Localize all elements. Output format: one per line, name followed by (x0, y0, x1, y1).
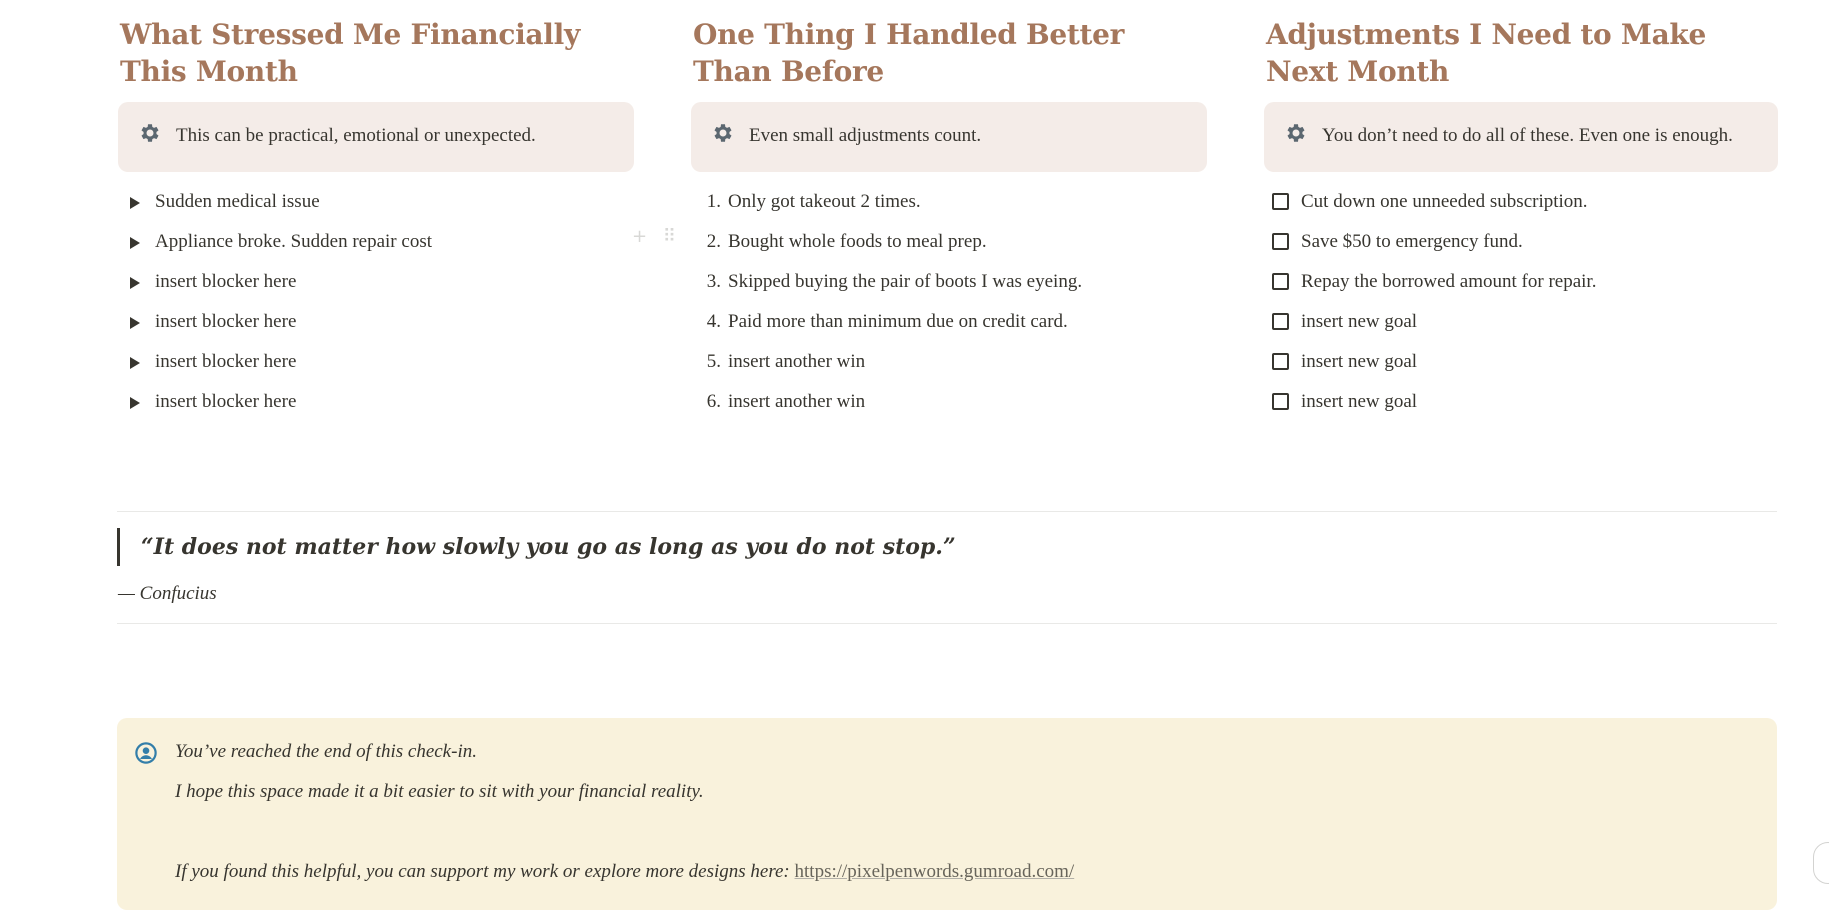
item-number: 3 . (695, 262, 721, 302)
toggle-arrow-icon[interactable] (130, 277, 140, 289)
toggle-item[interactable] (118, 302, 634, 342)
divider (117, 623, 1777, 624)
end-line-1: You’ve reached the end of this check-in. (175, 741, 477, 762)
numbered-item-text: Skipped buying the pair of boots I was eyeing. (728, 271, 1083, 292)
column-stressors (118, 0, 634, 438)
gear-icon (711, 121, 735, 145)
numbered-item-text: insert another win (728, 391, 866, 412)
quote-text: “It does not matter how slowly you go as long as you do not stop.” (141, 534, 956, 560)
numbered-item[interactable] (691, 342, 1207, 382)
toggle-item[interactable] (118, 222, 634, 262)
checklist-item-text[interactable]: insert new goal (1301, 311, 1418, 332)
checklist-item (1264, 182, 1778, 222)
toggle-item-text: insert blocker here (155, 351, 297, 372)
scroll-edge-handle[interactable] (1813, 842, 1829, 884)
column-heading: One Thing I Handled Better Than Before (693, 18, 1125, 88)
callout-text: You don’t need to do all of these. Even one is enough. (1322, 125, 1733, 146)
support-text: If you found this helpful, you can support my work or explore more designs here: (175, 861, 795, 882)
toggle-item-text: Sudden medical issue (155, 191, 320, 212)
toggle-item-text: insert blocker here (155, 311, 297, 332)
checkbox[interactable] (1272, 313, 1289, 330)
numbered-item-text: insert another win (728, 351, 866, 372)
numbered-item[interactable] (691, 382, 1207, 422)
toggle-arrow-icon[interactable] (130, 357, 140, 369)
callout-text: This can be practical, emotional or unexpected. (176, 125, 536, 146)
numbered-item[interactable] (691, 222, 1207, 262)
checklist-item-text[interactable]: insert new goal (1301, 391, 1418, 412)
item-number: 1 . (695, 182, 721, 222)
checklist (1264, 182, 1778, 422)
callout[interactable] (1264, 102, 1778, 172)
toggle-item-text: Appliance broke. Sudden repair cost (155, 231, 432, 252)
toggle-item[interactable] (118, 262, 634, 302)
numbered-item-text: Bought whole foods to meal prep. (728, 231, 987, 252)
callout[interactable] (118, 102, 634, 172)
checklist-item (1264, 302, 1778, 342)
gear-icon (1284, 121, 1308, 145)
column-heading: Adjustments I Need to Make Next Month (1266, 18, 1707, 88)
numbered-item[interactable] (691, 302, 1207, 342)
quote-block (117, 528, 1641, 566)
toggle-list (118, 182, 634, 422)
numbered-item[interactable] (691, 262, 1207, 302)
toggle-item[interactable] (118, 182, 634, 222)
column-wins (691, 0, 1207, 438)
toggle-arrow-icon[interactable] (130, 317, 140, 329)
checklist-item-text[interactable]: insert new goal (1301, 351, 1418, 372)
end-line-2: I hope this space made it a bit easier to sit with your financial reality. (175, 781, 704, 802)
numbered-item-text: Only got takeout 2 times. (728, 191, 921, 212)
checklist-item (1264, 382, 1778, 422)
block-handles (632, 226, 676, 247)
item-number: 4 . (695, 302, 721, 342)
callout[interactable] (691, 102, 1207, 172)
toggle-arrow-icon[interactable] (130, 197, 140, 209)
checklist-item-text[interactable]: Cut down one unneeded subscription. (1301, 191, 1588, 212)
end-line-3 (175, 858, 1074, 886)
checkbox[interactable] (1272, 353, 1289, 370)
gear-icon (138, 121, 162, 145)
column-adjustments (1264, 0, 1778, 438)
checkbox[interactable] (1272, 273, 1289, 290)
checkbox[interactable] (1272, 233, 1289, 250)
checklist-item-text[interactable]: Save $50 to emergency fund. (1301, 231, 1523, 252)
item-number: 2 . (695, 222, 721, 262)
toggle-item[interactable] (118, 382, 634, 422)
checklist-item-text[interactable]: Repay the borrowed amount for repair. (1301, 271, 1597, 292)
checkbox[interactable] (1272, 193, 1289, 210)
gumroad-link[interactable]: https://pixelpenwords.gumroad.com/ (794, 861, 1075, 882)
numbered-list (691, 182, 1207, 422)
user-circle-icon (135, 742, 157, 764)
toggle-item-text: insert blocker here (155, 271, 297, 292)
toggle-item-text: insert blocker here (155, 391, 297, 412)
column-heading: What Stressed Me Financially This Month (120, 18, 580, 88)
checklist-item (1264, 262, 1778, 302)
quote-author: — Confucius (118, 583, 217, 604)
toggle-item[interactable] (118, 342, 634, 382)
item-number: 5 . (695, 342, 721, 382)
callout-text: Even small adjustments count. (749, 125, 982, 146)
numbered-item-text: Paid more than minimum due on credit card. (728, 311, 1068, 332)
checklist-item (1264, 342, 1778, 382)
checkbox[interactable] (1272, 393, 1289, 410)
end-callout[interactable] (117, 718, 1777, 910)
add-block-icon[interactable]: + (632, 226, 648, 247)
toggle-arrow-icon[interactable] (130, 237, 140, 249)
checklist-item (1264, 222, 1778, 262)
drag-handle-icon[interactable]: ⠿ (662, 226, 677, 247)
columns-container (118, 0, 1778, 438)
numbered-item[interactable] (691, 182, 1207, 222)
divider (117, 511, 1777, 512)
toggle-arrow-icon[interactable] (130, 397, 140, 409)
item-number: 6 . (695, 382, 721, 422)
